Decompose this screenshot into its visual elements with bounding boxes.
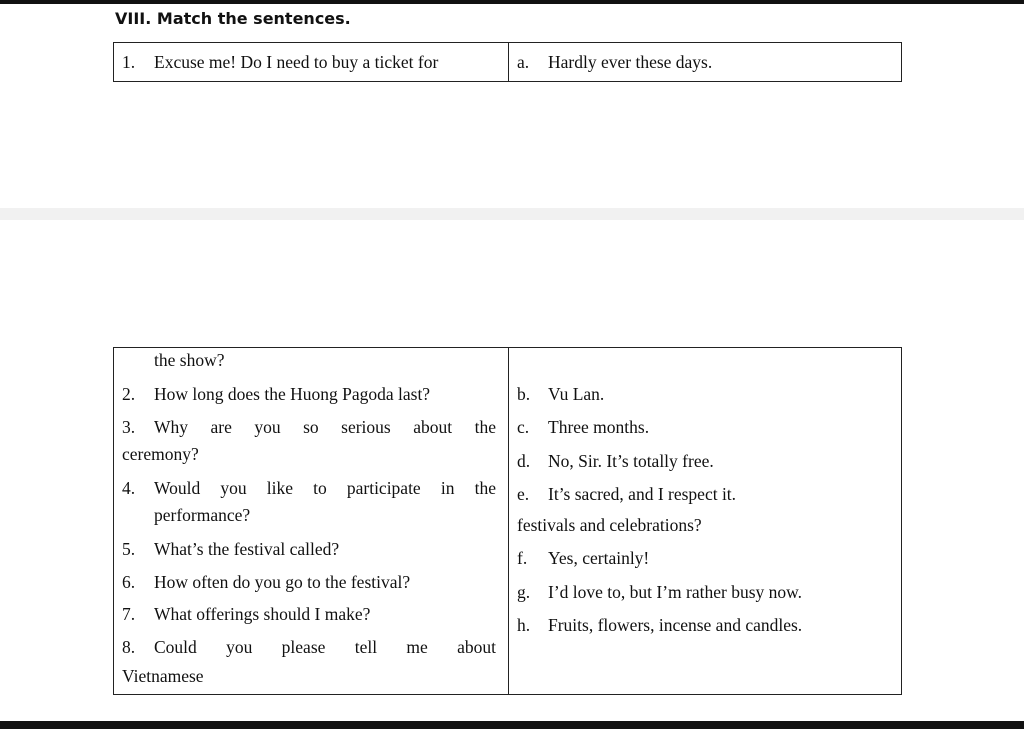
- question-3-continuation: ceremony?: [122, 444, 199, 464]
- question-2-text: How long does the Huong Pagoda last?: [154, 384, 431, 404]
- question-number: 6.: [122, 572, 136, 592]
- question-number: 2.: [122, 384, 136, 404]
- answer-letter: a.: [517, 52, 530, 72]
- answer-f-text: Yes, certainly!: [548, 548, 650, 568]
- question-1-continuation: the show?: [154, 350, 225, 370]
- answer-e-text: It’s sacred, and I respect it.: [548, 484, 737, 504]
- answer-d-text: No, Sir. It’s totally free.: [548, 451, 714, 471]
- page-break-gap: [0, 208, 1024, 220]
- answer-letter: h.: [517, 615, 531, 635]
- answer-letter: e.: [517, 484, 530, 504]
- question-number: 1.: [122, 52, 136, 72]
- answer-letter: f.: [517, 548, 528, 568]
- question-1-text: Excuse me! Do I need to buy a ticket for: [154, 52, 439, 72]
- column-divider: [508, 43, 509, 81]
- top-border: [0, 0, 1024, 4]
- question-number: 4.: [122, 478, 136, 498]
- question-6-text: How often do you go to the festival?: [154, 572, 411, 592]
- answer-letter: c.: [517, 417, 530, 437]
- answer-h-text: Fruits, flowers, incense and candles.: [548, 615, 803, 635]
- answer-letter: b.: [517, 384, 531, 404]
- question-4-continuation: performance?: [154, 505, 251, 525]
- question-3-text: Why are you so serious about the: [154, 417, 496, 437]
- bottom-border: [0, 721, 1024, 729]
- answer-c-text: Three months.: [548, 417, 650, 437]
- question-7-text: What offerings should I make?: [154, 604, 371, 624]
- answer-a-text: Hardly ever these days.: [548, 52, 713, 72]
- answer-g-text: I’d love to, but I’m rather busy now.: [548, 582, 803, 602]
- right-column-continuation: festivals and celebrations?: [517, 515, 702, 535]
- question-number: 3.: [122, 417, 136, 437]
- question-number: 7.: [122, 604, 136, 624]
- match-table-part-1: [113, 42, 902, 82]
- question-number: 5.: [122, 539, 136, 559]
- exercise-heading: VIII. Match the sentences.: [115, 9, 351, 28]
- match-table-part-2: [113, 347, 902, 695]
- question-8-continuation: Vietnamese: [122, 666, 204, 686]
- column-divider: [508, 348, 509, 694]
- question-number: 8.: [122, 637, 136, 657]
- question-5-text: What’s the festival called?: [154, 539, 340, 559]
- question-4-text: Would you like to participate in the: [154, 478, 496, 498]
- answer-letter: d.: [517, 451, 531, 471]
- answer-b-text: Vu Lan.: [548, 384, 605, 404]
- question-8-text: Could you please tell me about: [154, 637, 496, 657]
- answer-letter: g.: [517, 582, 531, 602]
